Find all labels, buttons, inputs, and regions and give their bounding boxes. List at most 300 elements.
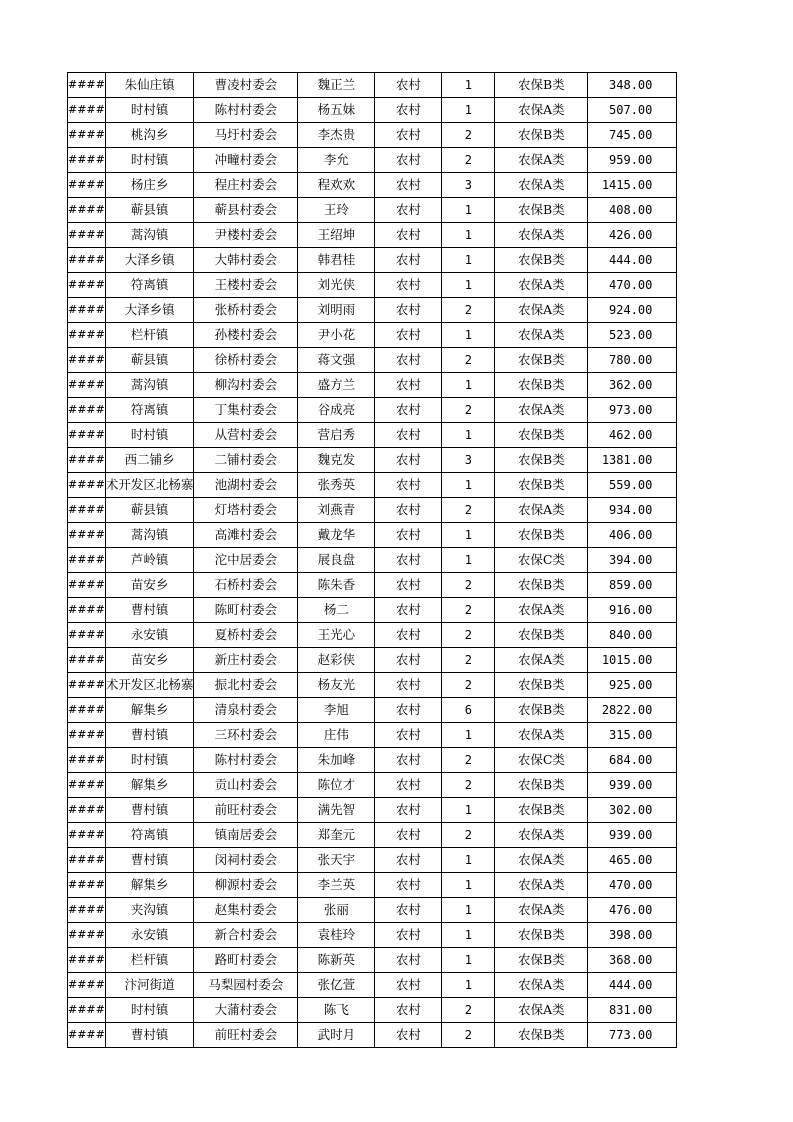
insurance-class-cell: 农保A类 <box>495 173 588 198</box>
town-cell: 术开发区北杨寨 <box>105 473 194 498</box>
table-row <box>68 1023 677 1048</box>
area-type-cell: 农村 <box>375 748 442 773</box>
area-type-cell: 农村 <box>375 848 442 873</box>
insurance-class-cell: 农保C类 <box>495 548 588 573</box>
amount-cell: 470.00 <box>588 873 677 898</box>
household-count-cell: 2 <box>442 623 495 648</box>
insurance-class-cell: 农保A类 <box>495 898 588 923</box>
person-name-cell: 王玲 <box>298 198 375 223</box>
record-id-cell: #### <box>68 848 106 873</box>
person-name-cell: 陈位才 <box>298 773 375 798</box>
amount-cell: 840.00 <box>588 623 677 648</box>
village-committee-cell: 路町村委会 <box>194 948 298 973</box>
household-count-cell: 3 <box>442 173 495 198</box>
town-cell: 夹沟镇 <box>105 898 194 923</box>
record-id-cell: #### <box>68 298 106 323</box>
person-name-cell: 蒋文强 <box>298 348 375 373</box>
household-count-cell: 1 <box>442 423 495 448</box>
insurance-class-cell: 农保B类 <box>495 348 588 373</box>
village-committee-cell: 张桥村委会 <box>194 298 298 323</box>
insurance-class-cell: 农保A类 <box>495 723 588 748</box>
village-committee-cell: 高滩村委会 <box>194 523 298 548</box>
town-cell: 曹村镇 <box>105 723 194 748</box>
household-count-cell: 1 <box>442 523 495 548</box>
insurance-class-cell: 农保B类 <box>495 248 588 273</box>
record-id-cell: #### <box>68 98 106 123</box>
area-type-cell: 农村 <box>375 648 442 673</box>
area-type-cell: 农村 <box>375 248 442 273</box>
person-name-cell: 李允 <box>298 148 375 173</box>
household-count-cell: 1 <box>442 98 495 123</box>
area-type-cell: 农村 <box>375 273 442 298</box>
amount-cell: 559.00 <box>588 473 677 498</box>
table-row <box>68 448 677 473</box>
table-row <box>68 723 677 748</box>
record-id-cell: #### <box>68 698 106 723</box>
person-name-cell: 谷成亮 <box>298 398 375 423</box>
village-committee-cell: 闵祠村委会 <box>194 848 298 873</box>
household-count-cell: 2 <box>442 298 495 323</box>
household-count-cell: 6 <box>442 698 495 723</box>
village-committee-cell: 柳沟村委会 <box>194 373 298 398</box>
town-cell: 符离镇 <box>105 823 194 848</box>
insurance-class-cell: 农保B类 <box>495 573 588 598</box>
insurance-class-cell: 农保A类 <box>495 398 588 423</box>
person-name-cell: 刘燕青 <box>298 498 375 523</box>
town-cell: 永安镇 <box>105 923 194 948</box>
household-count-cell: 1 <box>442 223 495 248</box>
insurance-class-cell: 农保B类 <box>495 473 588 498</box>
insurance-class-cell: 农保A类 <box>495 848 588 873</box>
area-type-cell: 农村 <box>375 573 442 598</box>
insurance-class-cell: 农保A类 <box>495 998 588 1023</box>
person-name-cell: 陈朱香 <box>298 573 375 598</box>
household-count-cell: 1 <box>442 973 495 998</box>
amount-cell: 462.00 <box>588 423 677 448</box>
village-committee-cell: 王楼村委会 <box>194 273 298 298</box>
area-type-cell: 农村 <box>375 448 442 473</box>
amount-cell: 362.00 <box>588 373 677 398</box>
amount-cell: 745.00 <box>588 123 677 148</box>
amount-cell: 916.00 <box>588 598 677 623</box>
insurance-class-cell: 农保B类 <box>495 773 588 798</box>
town-cell: 曹村镇 <box>105 848 194 873</box>
table-row <box>68 798 677 823</box>
amount-cell: 780.00 <box>588 348 677 373</box>
record-id-cell: #### <box>68 573 106 598</box>
town-cell: 蒿沟镇 <box>105 373 194 398</box>
person-name-cell: 尹小花 <box>298 323 375 348</box>
person-name-cell: 张天宇 <box>298 848 375 873</box>
town-cell: 蒿沟镇 <box>105 523 194 548</box>
insurance-class-cell: 农保B类 <box>495 73 588 98</box>
record-id-cell: #### <box>68 798 106 823</box>
table-row <box>68 648 677 673</box>
amount-cell: 302.00 <box>588 798 677 823</box>
household-count-cell: 2 <box>442 598 495 623</box>
village-committee-cell: 冲疃村委会 <box>194 148 298 173</box>
person-name-cell: 魏克发 <box>298 448 375 473</box>
household-count-cell: 2 <box>442 573 495 598</box>
insurance-class-cell: 农保B类 <box>495 423 588 448</box>
area-type-cell: 农村 <box>375 598 442 623</box>
table-row <box>68 773 677 798</box>
person-name-cell: 满先智 <box>298 798 375 823</box>
area-type-cell: 农村 <box>375 73 442 98</box>
household-count-cell: 1 <box>442 723 495 748</box>
person-name-cell: 庄伟 <box>298 723 375 748</box>
amount-cell: 859.00 <box>588 573 677 598</box>
village-committee-cell: 陈村村委会 <box>194 98 298 123</box>
table-row <box>68 973 677 998</box>
area-type-cell: 农村 <box>375 923 442 948</box>
person-name-cell: 张秀英 <box>298 473 375 498</box>
household-count-cell: 1 <box>442 798 495 823</box>
area-type-cell: 农村 <box>375 773 442 798</box>
amount-cell: 348.00 <box>588 73 677 98</box>
area-type-cell: 农村 <box>375 223 442 248</box>
record-id-cell: #### <box>68 548 106 573</box>
record-id-cell: #### <box>68 498 106 523</box>
town-cell: 栏杆镇 <box>105 323 194 348</box>
town-cell: 杨庄乡 <box>105 173 194 198</box>
amount-cell: 773.00 <box>588 1023 677 1048</box>
area-type-cell: 农村 <box>375 198 442 223</box>
table-row <box>68 523 677 548</box>
village-committee-cell: 新合村委会 <box>194 923 298 948</box>
person-name-cell: 王光心 <box>298 623 375 648</box>
insurance-class-cell: 农保B类 <box>495 623 588 648</box>
town-cell: 栏杆镇 <box>105 948 194 973</box>
village-committee-cell: 马梨园村委会 <box>194 973 298 998</box>
person-name-cell: 陈飞 <box>298 998 375 1023</box>
table-row <box>68 98 677 123</box>
table-row <box>68 898 677 923</box>
amount-cell: 924.00 <box>588 298 677 323</box>
table-row <box>68 398 677 423</box>
town-cell: 永安镇 <box>105 623 194 648</box>
area-type-cell: 农村 <box>375 298 442 323</box>
record-id-cell: #### <box>68 673 106 698</box>
household-count-cell: 1 <box>442 373 495 398</box>
person-name-cell: 展良盘 <box>298 548 375 573</box>
person-name-cell: 杨五妹 <box>298 98 375 123</box>
village-committee-cell: 赵集村委会 <box>194 898 298 923</box>
table-row <box>68 323 677 348</box>
amount-cell: 408.00 <box>588 198 677 223</box>
amount-cell: 465.00 <box>588 848 677 873</box>
table-row <box>68 473 677 498</box>
area-type-cell: 农村 <box>375 423 442 448</box>
town-cell: 朱仙庄镇 <box>105 73 194 98</box>
record-id-cell: #### <box>68 398 106 423</box>
village-committee-cell: 灯塔村委会 <box>194 498 298 523</box>
person-name-cell: 杨二 <box>298 598 375 623</box>
insurance-class-cell: 农保A类 <box>495 498 588 523</box>
area-type-cell: 农村 <box>375 123 442 148</box>
town-cell: 芦岭镇 <box>105 548 194 573</box>
village-committee-cell: 程庄村委会 <box>194 173 298 198</box>
person-name-cell: 李旭 <box>298 698 375 723</box>
amount-cell: 939.00 <box>588 773 677 798</box>
insurance-class-cell: 农保A类 <box>495 298 588 323</box>
record-id-cell: #### <box>68 648 106 673</box>
amount-cell: 684.00 <box>588 748 677 773</box>
person-name-cell: 张亿萱 <box>298 973 375 998</box>
household-count-cell: 1 <box>442 273 495 298</box>
person-name-cell: 程欢欢 <box>298 173 375 198</box>
village-committee-cell: 前旺村委会 <box>194 798 298 823</box>
town-cell: 苗安乡 <box>105 648 194 673</box>
insurance-class-cell: 农保A类 <box>495 648 588 673</box>
person-name-cell: 朱加峰 <box>298 748 375 773</box>
village-committee-cell: 徐桥村委会 <box>194 348 298 373</box>
area-type-cell: 农村 <box>375 323 442 348</box>
table-row <box>68 498 677 523</box>
table-row <box>68 673 677 698</box>
insurance-class-cell: 农保B类 <box>495 673 588 698</box>
insurance-class-cell: 农保A类 <box>495 973 588 998</box>
town-cell: 桃沟乡 <box>105 123 194 148</box>
insurance-class-cell: 农保A类 <box>495 98 588 123</box>
area-type-cell: 农村 <box>375 998 442 1023</box>
town-cell: 术开发区北杨寨 <box>105 673 194 698</box>
area-type-cell: 农村 <box>375 173 442 198</box>
village-committee-cell: 尹楼村委会 <box>194 223 298 248</box>
record-id-cell: #### <box>68 473 106 498</box>
table-row <box>68 248 677 273</box>
household-count-cell: 3 <box>442 448 495 473</box>
village-committee-cell: 贡山村委会 <box>194 773 298 798</box>
amount-cell: 444.00 <box>588 248 677 273</box>
town-cell: 蕲县镇 <box>105 198 194 223</box>
household-count-cell: 1 <box>442 248 495 273</box>
amount-cell: 1381.00 <box>588 448 677 473</box>
record-id-cell: #### <box>68 748 106 773</box>
table-row <box>68 848 677 873</box>
insurance-class-cell: 农保C类 <box>495 748 588 773</box>
table-row <box>68 298 677 323</box>
table-row <box>68 698 677 723</box>
area-type-cell: 农村 <box>375 873 442 898</box>
record-id-cell: #### <box>68 1023 106 1048</box>
insurance-class-cell: 农保A类 <box>495 223 588 248</box>
insurance-class-cell: 农保B类 <box>495 798 588 823</box>
village-committee-cell: 蕲县村委会 <box>194 198 298 223</box>
household-count-cell: 1 <box>442 873 495 898</box>
town-cell: 时村镇 <box>105 998 194 1023</box>
area-type-cell: 农村 <box>375 98 442 123</box>
insurance-class-cell: 农保A类 <box>495 323 588 348</box>
table-row <box>68 548 677 573</box>
amount-cell: 831.00 <box>588 998 677 1023</box>
amount-cell: 523.00 <box>588 323 677 348</box>
area-type-cell: 农村 <box>375 973 442 998</box>
village-committee-cell: 孙楼村委会 <box>194 323 298 348</box>
table-row <box>68 223 677 248</box>
amount-cell: 2822.00 <box>588 698 677 723</box>
area-type-cell: 农村 <box>375 698 442 723</box>
insurance-class-cell: 农保B类 <box>495 373 588 398</box>
amount-cell: 934.00 <box>588 498 677 523</box>
amount-cell: 470.00 <box>588 273 677 298</box>
household-count-cell: 1 <box>442 898 495 923</box>
person-name-cell: 刘明雨 <box>298 298 375 323</box>
amount-cell: 368.00 <box>588 948 677 973</box>
household-count-cell: 2 <box>442 773 495 798</box>
table-row <box>68 423 677 448</box>
record-id-cell: #### <box>68 923 106 948</box>
area-type-cell: 农村 <box>375 798 442 823</box>
area-type-cell: 农村 <box>375 523 442 548</box>
household-count-cell: 2 <box>442 348 495 373</box>
person-name-cell: 郑奎元 <box>298 823 375 848</box>
area-type-cell: 农村 <box>375 898 442 923</box>
table-row <box>68 198 677 223</box>
table-row <box>68 123 677 148</box>
village-committee-cell: 陈村村委会 <box>194 748 298 773</box>
household-count-cell: 2 <box>442 1023 495 1048</box>
person-name-cell: 李兰英 <box>298 873 375 898</box>
table-row <box>68 948 677 973</box>
table-row <box>68 873 677 898</box>
table-row <box>68 173 677 198</box>
table-row <box>68 998 677 1023</box>
town-cell: 时村镇 <box>105 148 194 173</box>
town-cell: 解集乡 <box>105 773 194 798</box>
record-id-cell: #### <box>68 773 106 798</box>
village-committee-cell: 池湖村委会 <box>194 473 298 498</box>
insurance-class-cell: 农保A类 <box>495 598 588 623</box>
record-id-cell: #### <box>68 598 106 623</box>
town-cell: 时村镇 <box>105 423 194 448</box>
household-count-cell: 2 <box>442 998 495 1023</box>
record-id-cell: #### <box>68 73 106 98</box>
household-count-cell: 2 <box>442 648 495 673</box>
town-cell: 曹村镇 <box>105 798 194 823</box>
household-count-cell: 1 <box>442 548 495 573</box>
record-id-cell: #### <box>68 898 106 923</box>
village-committee-cell: 清泉村委会 <box>194 698 298 723</box>
amount-cell: 444.00 <box>588 973 677 998</box>
amount-cell: 398.00 <box>588 923 677 948</box>
town-cell: 蕲县镇 <box>105 498 194 523</box>
household-count-cell: 2 <box>442 673 495 698</box>
record-id-cell: #### <box>68 248 106 273</box>
person-name-cell: 戴龙华 <box>298 523 375 548</box>
household-count-cell: 1 <box>442 848 495 873</box>
village-committee-cell: 三环村委会 <box>194 723 298 748</box>
town-cell: 时村镇 <box>105 748 194 773</box>
amount-cell: 394.00 <box>588 548 677 573</box>
record-id-cell: #### <box>68 423 106 448</box>
insurance-class-cell: 农保B类 <box>495 198 588 223</box>
amount-cell: 406.00 <box>588 523 677 548</box>
record-id-cell: #### <box>68 723 106 748</box>
village-committee-cell: 振北村委会 <box>194 673 298 698</box>
person-name-cell: 盛方兰 <box>298 373 375 398</box>
household-count-cell: 2 <box>442 148 495 173</box>
area-type-cell: 农村 <box>375 473 442 498</box>
area-type-cell: 农村 <box>375 823 442 848</box>
record-id-cell: #### <box>68 873 106 898</box>
town-cell: 苗安乡 <box>105 573 194 598</box>
table-row <box>68 73 677 98</box>
area-type-cell: 农村 <box>375 623 442 648</box>
area-type-cell: 农村 <box>375 148 442 173</box>
record-id-cell: #### <box>68 998 106 1023</box>
village-committee-cell: 镇南居委会 <box>194 823 298 848</box>
record-id-cell: #### <box>68 273 106 298</box>
area-type-cell: 农村 <box>375 948 442 973</box>
table-row <box>68 373 677 398</box>
town-cell: 大泽乡镇 <box>105 248 194 273</box>
insurance-class-cell: 农保B类 <box>495 948 588 973</box>
village-committee-cell: 前旺村委会 <box>194 1023 298 1048</box>
household-count-cell: 1 <box>442 198 495 223</box>
insurance-class-cell: 农保B类 <box>495 923 588 948</box>
record-id-cell: #### <box>68 448 106 473</box>
area-type-cell: 农村 <box>375 348 442 373</box>
person-name-cell: 武时月 <box>298 1023 375 1048</box>
area-type-cell: 农村 <box>375 548 442 573</box>
record-id-cell: #### <box>68 823 106 848</box>
town-cell: 曹村镇 <box>105 598 194 623</box>
person-name-cell: 陈新英 <box>298 948 375 973</box>
records-table-body <box>68 73 677 1048</box>
amount-cell: 959.00 <box>588 148 677 173</box>
amount-cell: 1015.00 <box>588 648 677 673</box>
record-id-cell: #### <box>68 523 106 548</box>
insurance-class-cell: 农保B类 <box>495 523 588 548</box>
person-name-cell: 刘光侠 <box>298 273 375 298</box>
records-table <box>67 72 677 1048</box>
person-name-cell: 袁桂玲 <box>298 923 375 948</box>
record-id-cell: #### <box>68 623 106 648</box>
record-id-cell: #### <box>68 148 106 173</box>
household-count-cell: 2 <box>442 123 495 148</box>
household-count-cell: 1 <box>442 948 495 973</box>
person-name-cell: 杨友光 <box>298 673 375 698</box>
area-type-cell: 农村 <box>375 498 442 523</box>
town-cell: 解集乡 <box>105 873 194 898</box>
town-cell: 解集乡 <box>105 698 194 723</box>
insurance-class-cell: 农保B类 <box>495 698 588 723</box>
town-cell: 符离镇 <box>105 398 194 423</box>
village-committee-cell: 石桥村委会 <box>194 573 298 598</box>
table-row <box>68 348 677 373</box>
amount-cell: 939.00 <box>588 823 677 848</box>
village-committee-cell: 新庄村委会 <box>194 648 298 673</box>
household-count-cell: 2 <box>442 748 495 773</box>
person-name-cell: 赵彩侠 <box>298 648 375 673</box>
town-cell: 西二铺乡 <box>105 448 194 473</box>
household-count-cell: 1 <box>442 323 495 348</box>
table-row <box>68 148 677 173</box>
record-id-cell: #### <box>68 323 106 348</box>
area-type-cell: 农村 <box>375 373 442 398</box>
area-type-cell: 农村 <box>375 398 442 423</box>
town-cell: 汴河街道 <box>105 973 194 998</box>
record-id-cell: #### <box>68 373 106 398</box>
area-type-cell: 农村 <box>375 723 442 748</box>
record-id-cell: #### <box>68 223 106 248</box>
amount-cell: 925.00 <box>588 673 677 698</box>
amount-cell: 315.00 <box>588 723 677 748</box>
person-name-cell: 王绍坤 <box>298 223 375 248</box>
person-name-cell: 李杰贵 <box>298 123 375 148</box>
town-cell: 曹村镇 <box>105 1023 194 1048</box>
